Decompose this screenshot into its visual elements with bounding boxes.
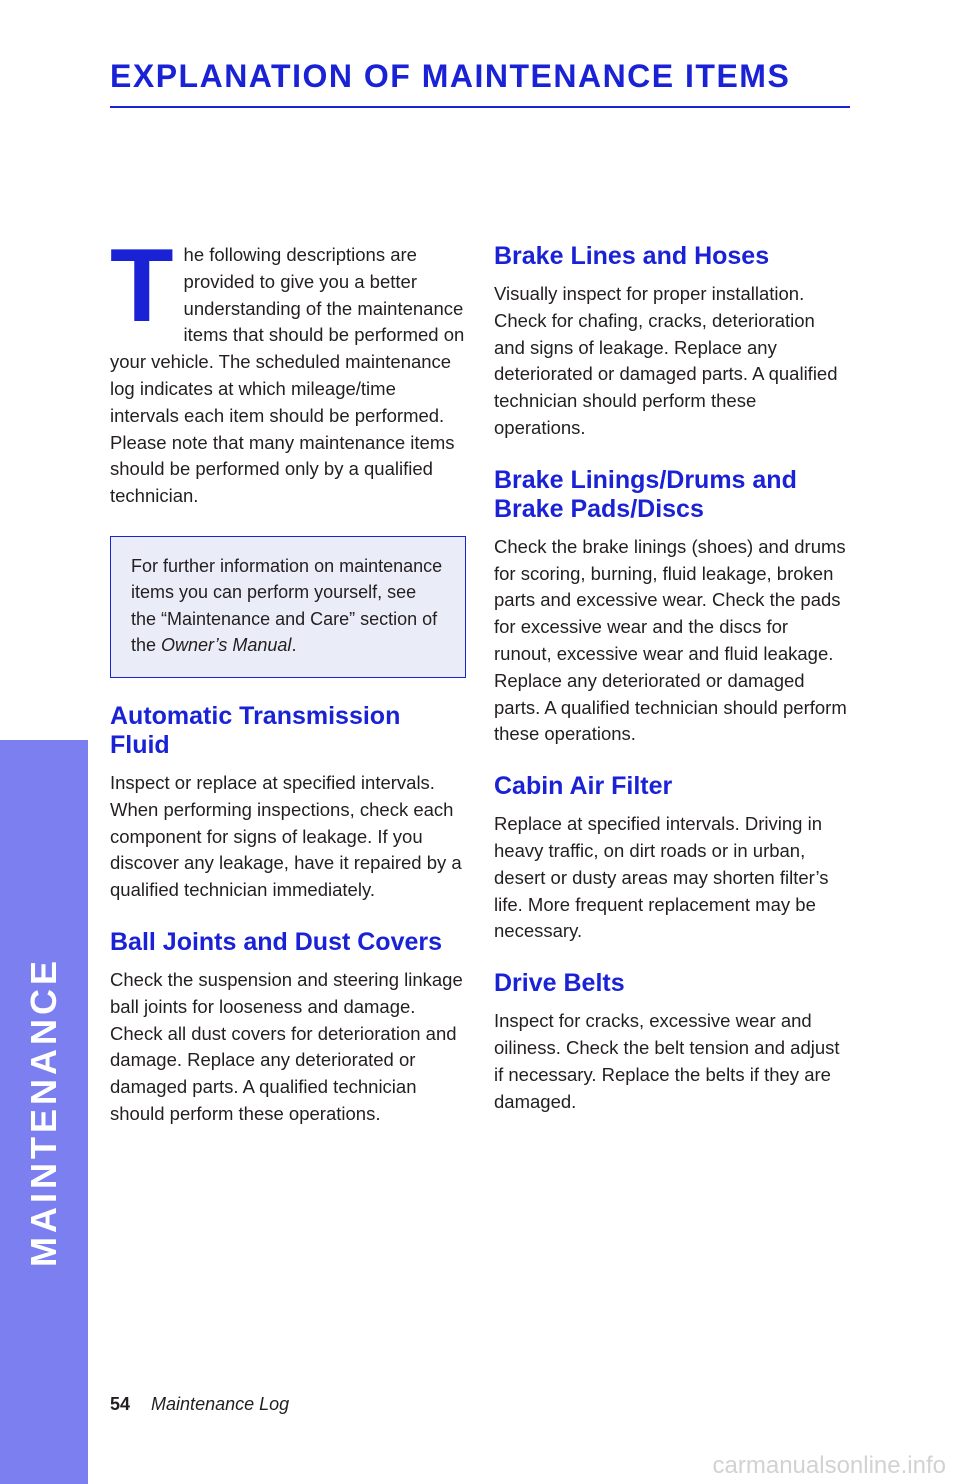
right-column bbox=[494, 242, 850, 1115]
section-automatic-transmission-fluid bbox=[110, 702, 466, 904]
intro-paragraph bbox=[110, 228, 466, 510]
intro-text: he following descriptions are provided to give you a better understanding of the maintenance items that should be performed on your vehicle. The scheduled maintenance log indicates at which mileage/time intervals each item should be performed. Please note that many maintenance items should be performed only by a qualified technician. bbox=[110, 244, 465, 507]
section-heading: Brake Lines and Hoses bbox=[494, 242, 770, 270]
page-title: EXPLANATION OF MAINTENANCE ITEMS bbox=[110, 58, 791, 94]
section-brake-lines bbox=[494, 242, 850, 442]
section-body: Check the brake linings (shoes) and drums for scoring, burning, fluid leakage, broken parts and excessive wear. Check the pads for excessive wear and the discs for runout, excessive wear and fluid leakage. Replace any deteriorated or damaged parts. A qualified technician should perform these operations. bbox=[494, 535, 847, 745]
page-footer bbox=[110, 1394, 289, 1415]
page-number: 54 bbox=[110, 1394, 131, 1414]
title-divider bbox=[110, 106, 850, 108]
section-drive-belts bbox=[494, 969, 850, 1115]
footer-title: Maintenance Log bbox=[151, 1394, 290, 1414]
side-tab bbox=[0, 740, 88, 1484]
section-body: Inspect for cracks, excessive wear and oiliness. Check the belt tension and adjust if necessary. Replace the belts if they are damaged. bbox=[494, 1010, 840, 1112]
intro-dropcap: T bbox=[110, 228, 174, 344]
section-body: Check the suspension and steering linkage ball joints for looseness and damage. Check all dust covers for deterioration and damage. Replace any deteriorated or damaged parts. A qualified technician should perform these operations. bbox=[110, 968, 463, 1124]
note-text bbox=[131, 553, 445, 659]
section-body: Inspect or replace at specified intervals. When performing inspections, check each component for signs of leakage. If you discover any leakage, have it repaired by a qualified technician immediately. bbox=[110, 771, 462, 901]
section-heading: Drive Belts bbox=[494, 969, 625, 998]
note-end: . bbox=[291, 635, 297, 656]
section-heading: Automatic Transmission Fluid bbox=[110, 701, 401, 759]
section-body: Replace at specified intervals. Driving in heavy traffic, on dirt roads or in urban, desert or dusty areas may shorten filter’s life. More frequent replacement may be necessary. bbox=[494, 813, 829, 942]
section-heading: Cabin Air Filter bbox=[494, 772, 673, 801]
section-heading: Ball Joints and Dust Covers bbox=[110, 927, 443, 956]
watermark: carmanualsonline.info bbox=[712, 1452, 946, 1479]
section-cabin-air-filter bbox=[494, 772, 850, 945]
left-column bbox=[110, 228, 466, 1128]
side-tab-label: MAINTENANCE bbox=[23, 957, 64, 1267]
note-manual-title: Owner’s Manual bbox=[161, 635, 292, 656]
section-body: Visually inspect for proper installation. Check for chafing, cracks, deterioration and signs of leakage. Replace any deteriorated or damaged parts. A qualified technician should perform these operations. bbox=[494, 283, 838, 438]
note-box bbox=[110, 536, 466, 678]
note-body: For further information on maintenance items you can perform yourself, see the “Maintenance and Care” section of the bbox=[131, 555, 443, 656]
section-heading: Brake Linings/Drums and Brake Pads/Discs bbox=[494, 465, 797, 523]
section-ball-joints bbox=[110, 928, 466, 1128]
section-brake-linings bbox=[494, 466, 850, 748]
